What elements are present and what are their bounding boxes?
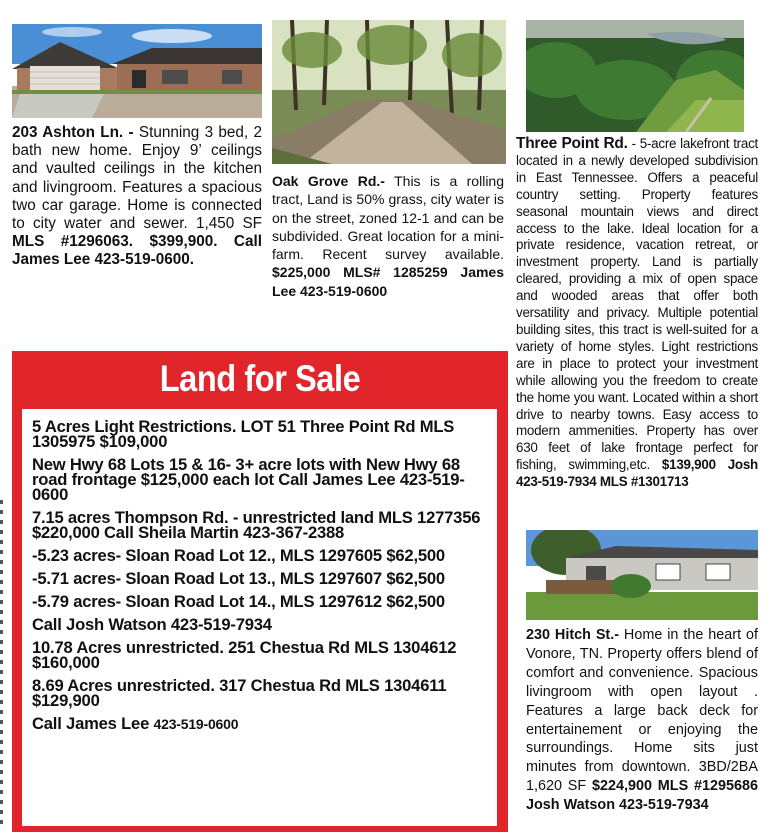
listing-three-point-title: Three Point Rd. — [516, 135, 628, 152]
land-item-last-phone: 423-519-0600 — [153, 716, 239, 732]
land-item: New Hwy 68 Lots 15 & 16- 3+ acre lots with New Hwy 68 road frontage $125,000 each lot Call James Lee 423-519-0600 — [32, 455, 465, 504]
listing-oak-grove-price: $225,000 MLS# 1285259 James Lee 423-519-0600 — [272, 264, 504, 299]
land-item: -5.71 acres- Sloan Road Lot 13., MLS 1297607 $62,500 — [32, 569, 445, 588]
hitch-house-photo — [526, 530, 758, 620]
listing-ashton-title: 203 Ashton Ln. - — [12, 124, 134, 141]
listing-oak-grove-title: Oak Grove Rd.- — [272, 173, 385, 189]
land-item: 7.15 acres Thompson Rd. - unrestricted land MLS 1277356 $220,000 Call Sheila Martin 423-367-2388 — [32, 508, 481, 542]
listing-three-point-body: - 5-acre lakefront tract located in a newly developed subdivision in East Tennessee. Offers a peaceful country setting. Property features seasonal mountain views and direct access to the lake. Ideal location for a private residence, vacation retreat, or investment property. Land is partially cleared, providing a mix of open space and wooded areas that offer both versatility and privacy. Multiple potential building sites, this tract is well-suited for a variety of home styles. Light restrictions are in place to protect your investment while allowing you the freedom to create the home you want. Located within a short drive to nearby towns. Easy access to modern ammenities. Property has over 630 feet of lake frontage perfect for fishing, swimming,etc. — [516, 136, 758, 473]
three-point-lake-photo — [526, 20, 744, 132]
land-item-last — [32, 716, 492, 732]
listing-ashton — [12, 124, 262, 270]
listing-hitch-body: Home in the heart of Vonore, TN. Property offers blend of comfort and convenience. Spacious livingroom with open layout . Features a large back deck for entertainement or enjoying the surroundings. Home sits just minutes from downtown. 3BD/2BA 1,620 SF — [526, 627, 758, 795]
listing-hitch-price: $224,900 MLS #1295686 Josh Watson 423-519-7934 — [526, 778, 758, 814]
listing-ashton-body: Stunning 3 bed, 2 bath new home. Enjoy 9’ ceilings and vaulted ceilings in the kitchen and livingroom. Features a spacious two car garage. Home is connected to city water and sewer. 1,450 SF — [12, 124, 262, 233]
listing-hitch — [526, 626, 758, 815]
listing-three-point-price: $139,900 Josh 423-519-7934 MLS #1301713 — [516, 457, 758, 490]
listing-oak-grove-body: This is a rolling tract, Land is 50% grass, city water is on the street, zoned 12-1 and can be subdivided. Great location for a mini-farm. Recent survey available. — [272, 173, 504, 263]
listing-ashton-price: MLS #1296063. $399,900. Call James Lee 423-519-0600. — [12, 233, 262, 269]
land-item-last-bold: Call James Lee — [32, 714, 154, 733]
land-for-sale-list — [32, 419, 492, 740]
left-edge-strip — [0, 500, 3, 830]
land-for-sale-list-panel — [22, 409, 497, 826]
listing-hitch-title: 230 Hitch St.- — [526, 627, 620, 643]
listing-three-point — [516, 136, 758, 491]
land-item: 10.78 Acres unrestricted. 251 Chestua Rd MLS 1304612 $160,000 — [32, 638, 457, 672]
listing-oak-grove — [272, 172, 504, 300]
land-for-sale-box — [12, 351, 508, 832]
land-item: 5 Acres Light Restrictions. LOT 51 Three Point Rd MLS 1305975 $109,000 — [32, 417, 455, 451]
land-item: -5.79 acres- Sloan Road Lot 14., MLS 1297612 $62,500 — [32, 592, 445, 611]
oak-grove-road-photo — [272, 20, 506, 164]
ashton-house-photo — [12, 24, 262, 118]
land-item: Call Josh Watson 423-519-7934 — [32, 615, 272, 634]
land-for-sale-header: Land for Sale — [159, 358, 361, 399]
land-item: 8.69 Acres unrestricted. 317 Chestua Rd MLS 1304611 $129,900 — [32, 676, 447, 710]
land-item: -5.23 acres- Sloan Road Lot 12., MLS 1297605 $62,500 — [32, 546, 445, 565]
